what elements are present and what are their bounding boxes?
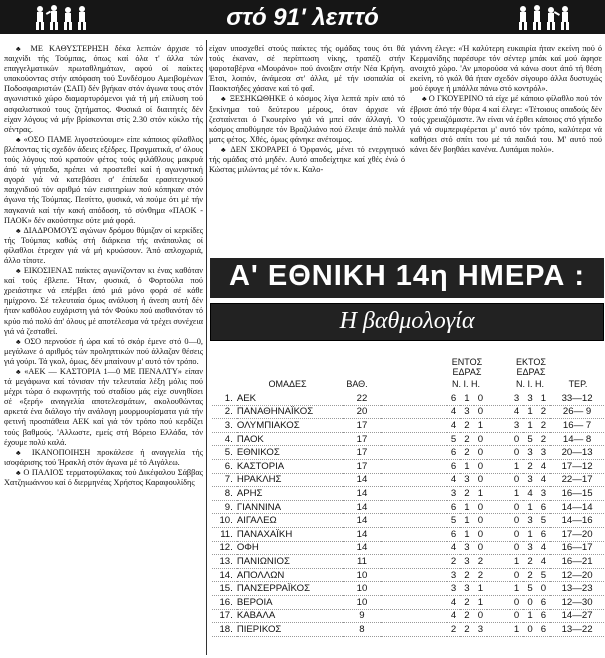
standings-title: Α' ΕΘΝΙΚΗ 14η ΗΜΕΡΑ : <box>228 260 586 292</box>
banner-title: στό 91' λεπτό <box>226 4 379 31</box>
points-cell: 11 <box>343 555 380 569</box>
away-wins-cell: 0 <box>510 595 523 609</box>
spacer <box>381 595 447 609</box>
away-header: ΕΚΤΟΣ ΕΔΡΑΣ <box>516 357 546 377</box>
goals-cell: 16—17 <box>550 541 604 555</box>
paragraph: ♣ «ΟΣΟ ΠΑΜΕ λιγοστεύουμε» είπε κάποιος φίλαθλος βλέποντας τίς σχεδόν άδειες εξέδρες. Πραγματικά, σ' όλους τούς λόγους πού κρατούν φέτος τούς φιλάθλους μακρυά άπό τά γήπεδα, πρέπει νά προστεθεί καί ή αγωνιστική αγορά γιά νά κατεβάσει σ' έπίπεδα ερασιτεχνικού παιχνιδιού τόν αριθμό τών εισιτηρίων πού κόπηκαν στόν άγωνα τής Τούμπας. Πεσίττο, φυσικά, νά πούμε ότι μέ τήν παγκανιά καί τήν κακή απόδοση, τό σύνθημα «ΠΑΟΚ - ΠΑΟΚ» δέν ακούστηκε ούτε μιά φορά. <box>4 134 204 225</box>
col-goals-header: ΤΕΡ. <box>568 379 588 389</box>
home-losses-cell: 0 <box>474 500 487 514</box>
home-wins-cell: 4 <box>447 473 460 487</box>
away-wins-cell: 1 <box>510 555 523 569</box>
spacer <box>381 541 447 555</box>
away-losses-cell: 2 <box>537 432 550 446</box>
position-cell: 11. <box>212 527 237 541</box>
goals-cell: 16—15 <box>550 487 604 501</box>
home-draws-cell: 3 <box>460 555 473 569</box>
bullet-icon: ♣ <box>16 135 24 144</box>
table-row <box>212 623 604 637</box>
spacer <box>381 555 447 569</box>
team-cell: ΠΑΟΚ <box>237 432 344 446</box>
home-wins-cell: 3 <box>447 487 460 501</box>
standings-subtitle: Η βαθμολογία <box>339 308 475 334</box>
paragraph: ♣ Ο ΠΑΛΙΟΣ τερματοφύλακας τού Δικέφαλου Σάββας Χατζηιωάννου καί ό διερμηνέας Χρήστος Καραφουλίδης <box>4 467 203 488</box>
position-cell: 14. <box>212 568 237 582</box>
away-losses-cell: 5 <box>537 568 550 582</box>
goals-cell: 12—20 <box>550 568 604 582</box>
home-losses-cell: 2 <box>474 568 487 582</box>
home-losses-cell: 0 <box>474 514 487 528</box>
paragraph: είχαν υποσχεθεί στούς παίκτες τής ομάδας τους ότι θά τούς έκαναν, σέ περίπτωση νίκης, τραπέζι στήν ψαροταβέρνα «Μουράνο» πού άνοιξαν στήν Νέα Κρήνη. Έτσι, λοιπόν, άνάμεσα στ' άλλα, μέ τήν ισοπαλία οί Παοκτσήδες χάσανε καί τό φαΐ. <box>209 44 405 94</box>
away-draws-cell: 3 <box>523 541 536 555</box>
table-row <box>212 609 604 623</box>
table-row <box>212 568 604 582</box>
home-wins-cell: 3 <box>447 582 460 596</box>
points-cell: 17 <box>343 432 380 446</box>
home-losses-cell: 0 <box>474 527 487 541</box>
points-cell: 14 <box>343 527 380 541</box>
away-draws-cell: 3 <box>523 446 536 460</box>
position-cell: 16. <box>212 595 237 609</box>
paragraph: ♣ ΟΣΟ περνούσε ή ώρα καί τό σκόρ έμενε στό 0—0, μεγάλωνε ό αριθμός τών προληπτικών πού άλλαζαν θέσεις γιά γούρι. Τά γκολ, όμως, δέν μπαίνουν μ' αυτό τόν τρόπο. <box>4 336 204 366</box>
home-draws-cell: 2 <box>460 487 473 501</box>
home-wins-cell: 4 <box>447 609 460 623</box>
away-losses-cell: 6 <box>537 500 550 514</box>
position-cell: 13. <box>212 555 237 569</box>
away-wins-cell: 0 <box>510 568 523 582</box>
team-cell: ΑΙΓΑΛΕΩ <box>237 514 344 528</box>
table-row <box>212 555 604 569</box>
away-draws-cell: 3 <box>523 392 536 405</box>
away-wins-cell: 1 <box>510 487 523 501</box>
table-row <box>212 541 604 555</box>
spacer <box>487 446 510 460</box>
spacer <box>381 392 447 405</box>
points-cell: 17 <box>343 446 380 460</box>
article-column-1 <box>4 44 203 488</box>
home-draws-cell: 1 <box>460 500 473 514</box>
points-cell: 10 <box>343 595 380 609</box>
paragraph: ♣ ΔΕΝ ΣΚΟΡΑΡΕΙ ό Όρφανός, μένει τό ενεργητικό τής ομάδας στό μηδέν. Αυτό αποδείχτηκε καί χθές ένώ ό Κώστας μιλώντας μέ τόν κ. Καλο- <box>209 144 405 175</box>
goals-cell: 16— 7 <box>550 419 604 433</box>
spacer <box>381 514 447 528</box>
spacer <box>381 432 447 446</box>
team-cell: ΓΙΑΝΝΙΝΑ <box>237 500 344 514</box>
home-losses-cell: 0 <box>474 405 487 419</box>
home-draws-cell: 2 <box>460 623 473 637</box>
goals-cell: 14—16 <box>550 514 604 528</box>
away-wins-cell: 0 <box>510 432 523 446</box>
points-cell: 14 <box>343 514 380 528</box>
spacer <box>381 419 447 433</box>
away-draws-cell: 5 <box>523 582 536 596</box>
home-draws-cell: 3 <box>460 405 473 419</box>
bullet-icon: ♣ <box>16 368 25 376</box>
spacer <box>381 582 447 596</box>
away-draws-cell: 5 <box>523 432 536 446</box>
away-draws-cell: 3 <box>523 514 536 528</box>
points-cell: 14 <box>343 500 380 514</box>
away-losses-cell: 1 <box>537 392 550 405</box>
points-cell: 10 <box>343 568 380 582</box>
bullet-icon: ♣ <box>16 45 31 53</box>
home-losses-cell: 3 <box>474 623 487 637</box>
away-draws-cell: 2 <box>523 568 536 582</box>
paragraph: ♣ Ο ΓΚΟΥΕΡΙΝΟ τά είχε μέ κάποιο φίλαθλο πού τόν έβρισε άπό τήν θύρα 4 καί έλεγε: «Τέτοιους οπαδούς δέν τούς χρειαζόμαστε. Άν είναι νά έρθει κάποιος στό γήπεδο γιά νά συμπεριφέρεται μ' αυτό τόν τρόπο, καλύτερα νά καθήσει στό σπίτι του μέ τά παιδιά του. Μ' αυτό πού κάνει δέν βοηθάει κανένα. Λυπάμαι πολύ». <box>410 94 603 154</box>
col-team-header: ΟΜΑΔΕΣ <box>268 379 307 389</box>
away-losses-cell: 4 <box>537 555 550 569</box>
home-losses-cell: 1 <box>474 582 487 596</box>
paragraph: ♣ ΕΙΚΟΣΙΕΝΑΣ παίκτες αγωνίζονταν κι ένας καθόταν καί τούς έβλεπε. Ήταν, φυσικά, ό Φορτούλα πού χρειάστηκε νά επέμβει άπό μιά μόνο φορά σέ κάθε ημίχρονο. Σέ τελευταία όμως ανάλυση ή άνεση αυτή δέν ήταν καθόλου ευχάριστη γιά τόν Φούκυ πού αισθανόταν τό κρύο πιό πολύ άπ' όλους μέ αποτέλεσμα νά τρέχει συνέχεια γιά νά ζεσταθεί. <box>4 266 203 336</box>
spacer <box>381 623 447 637</box>
points-cell: 22 <box>343 392 380 405</box>
spacer <box>381 568 447 582</box>
away-wins-cell: 0 <box>510 609 523 623</box>
goals-cell: 13—23 <box>550 582 604 596</box>
standings-table <box>212 392 604 637</box>
away-wins-cell: 0 <box>510 446 523 460</box>
team-cell: ΒΕΡΟΙΑ <box>237 595 344 609</box>
spacer <box>381 500 447 514</box>
position-cell: 3. <box>212 419 237 433</box>
points-cell: 14 <box>343 541 380 555</box>
table-row <box>212 459 604 473</box>
position-cell: 6. <box>212 459 237 473</box>
paragraph: γιάννη έλεγε: «Ή καλύτερη ευκαιρία ήταν εκείνη πού ό Κερμανίδης παρέσυρε τόν σέντερ μπάκ καί μού άφησε ανοιχτό χώρο. 'Αν μπορούσα νά κάνω σουτ άπό τή θέση εκείνη, τό γκόλ θά ήταν σχεδόν σίγουρο άλλα δυστυχώς μού έφυγε ή μπάλλα πάνω στό κοντρόλ». <box>410 44 602 94</box>
bullet-icon: ♣ <box>221 145 231 154</box>
paragraph: ♣ ΜΕ ΚΑΘΥΣΤΕΡΗΣΗ δέκα λεπτών άρχισε τό παιχνίδι τής Τούμπας, όπως καί όλα τ' άλλα τών επαγγελματικών πρωταθλημάτων, αφού οί παίκτες υπακούοντας στήν απόφαση τού Συνδέσμου Αμειβομένων Ποδοσφαιριστών (ΣΑΠ) δέν βγήκαν στόν άγωνα τους στόν αγωνιστικό χώρο διαμαρτυρόμενοι γιά τή μή επίλυση τού ασφαλιστικού τους ζητήματος. Φυσικά οί διαιτητές δέν είχαν λόγους νά μήν βρίσκονται στίς 2.30 στόν κύκλο τής σέντρας. <box>4 44 204 134</box>
away-wins-cell: 0 <box>510 541 523 555</box>
away-wins-cell: 1 <box>510 623 523 637</box>
team-cell: ΑΕΚ <box>237 392 344 405</box>
team-cell: ΟΦΗ <box>237 541 344 555</box>
home-losses-cell: 0 <box>474 392 487 405</box>
bullet-icon: ♣ <box>16 448 32 457</box>
col-points-header: ΒΑΘ. <box>346 379 368 389</box>
position-cell: 8. <box>212 487 237 501</box>
away-wins-cell: 1 <box>510 582 523 596</box>
goals-cell: 33—12 <box>550 392 604 405</box>
spacer <box>487 623 510 637</box>
team-cell: ΑΠΟΛΛΩΝ <box>237 568 344 582</box>
standings-subheader <box>210 303 604 341</box>
away-losses-cell: 4 <box>537 541 550 555</box>
goals-cell: 26— 9 <box>550 405 604 419</box>
home-draws-cell: 3 <box>460 582 473 596</box>
spacer <box>381 405 447 419</box>
bullet-icon: ♣ <box>422 95 429 104</box>
home-losses-cell: 0 <box>474 446 487 460</box>
points-cell: 14 <box>343 473 380 487</box>
team-cell: ΠΑΝΣΕΡΡΑΪΚΟΣ <box>237 582 344 596</box>
position-cell: 1. <box>212 392 237 405</box>
away-draws-cell: 1 <box>523 419 536 433</box>
home-losses-cell: 1 <box>474 487 487 501</box>
away-draws-cell: 1 <box>523 609 536 623</box>
points-cell: 17 <box>343 459 380 473</box>
away-losses-cell: 4 <box>537 459 550 473</box>
goals-cell: 17—12 <box>550 459 604 473</box>
goals-cell: 20—13 <box>550 446 604 460</box>
away-draws-cell: 2 <box>523 459 536 473</box>
table-row <box>212 595 604 609</box>
away-wins-cell: 0 <box>510 527 523 541</box>
spacer <box>381 473 447 487</box>
goals-cell: 13—22 <box>550 623 604 637</box>
away-wins-cell: 3 <box>510 392 523 405</box>
table-row <box>212 527 604 541</box>
points-cell: 14 <box>343 487 380 501</box>
home-draws-cell: 2 <box>460 595 473 609</box>
article-column-3 <box>410 44 602 155</box>
bullet-icon: ♣ <box>16 226 24 235</box>
article-column-2 <box>209 44 405 175</box>
home-draws-cell: 2 <box>460 609 473 623</box>
home-losses-cell: 0 <box>474 541 487 555</box>
spacer <box>487 609 510 623</box>
spacer <box>487 595 510 609</box>
away-losses-cell: 2 <box>537 419 550 433</box>
away-wins-cell: 0 <box>510 473 523 487</box>
home-wins-cell: 4 <box>447 595 460 609</box>
table-row <box>212 419 604 433</box>
table-row <box>212 514 604 528</box>
team-cell: ΑΡΗΣ <box>237 487 344 501</box>
home-wins-cell: 6 <box>447 500 460 514</box>
position-cell: 7. <box>212 473 237 487</box>
table-row <box>212 405 604 419</box>
paragraph: ♣ «ΑΕΚ — ΚΑΣΤΟΡΙΑ 1—0 ΜΕ ΠΕΝΑΛΤΥ» είπαν τά μεγάφωνα καί τόνισαν τήν τελευταία λέξη μόλις πού μέχρι τώρα ό εκφωνητής τού σταδίου μάς είχε συνηθίσει σέ «ξερή» αναγγελία αποτελεσμάτων, ακολουθώντας αρκετά ένα διάλογο τήν ανάλογη μουρμουρίσματα γιά τήν φετινή προσπάθεια ΑΕΚ καί γιά τόν τρόπο πού κερδίζει τούς βαθμούς. 'Αλλωστε, εμείς στή Βόρειο Ελλάδα, τόν έχουμε πολύ καλά. <box>4 367 203 447</box>
home-draws-cell: 3 <box>460 473 473 487</box>
home-wins-cell: 6 <box>447 392 460 405</box>
home-losses-cell: 1 <box>474 595 487 609</box>
position-cell: 18. <box>212 623 237 637</box>
away-wins-cell: 3 <box>510 419 523 433</box>
home-draws-cell: 1 <box>460 392 473 405</box>
table-row <box>212 500 604 514</box>
table-row <box>212 446 604 460</box>
spacer <box>381 527 447 541</box>
spacer <box>487 568 510 582</box>
spacer <box>381 459 447 473</box>
away-losses-cell: 6 <box>537 595 550 609</box>
away-wins-cell: 1 <box>510 459 523 473</box>
team-cell: ΕΘΝΙΚΟΣ <box>237 446 344 460</box>
away-losses-cell: 3 <box>537 446 550 460</box>
team-cell: ΟΛΥΜΠΙΑΚΟΣ <box>237 419 344 433</box>
team-cell: ΠΑΝΙΩΝΙΟΣ <box>237 555 344 569</box>
away-draws-cell: 1 <box>523 405 536 419</box>
position-cell: 2. <box>212 405 237 419</box>
home-draws-cell: 1 <box>460 527 473 541</box>
spacer <box>487 527 510 541</box>
points-cell: 17 <box>343 419 380 433</box>
spacer <box>487 500 510 514</box>
paragraph: ♣ ΔΙΑΔΡΟΜΟΥΣ αγώνων δρόμου θύμιζαν οί κερκίδες τής Τούμπας καθώς στή διάρκεια τής ανάπαυλας οί φίλαθλοι έτρεχαν γιά νά μή κρυώσουν. Άπό απλοχωριά, άλλο τίποτε. <box>4 225 204 265</box>
home-wins-cell: 6 <box>447 527 460 541</box>
position-cell: 15. <box>212 582 237 596</box>
away-losses-cell: 3 <box>537 487 550 501</box>
position-cell: 5. <box>212 446 237 460</box>
points-cell: 20 <box>343 405 380 419</box>
spacer <box>487 419 510 433</box>
spacer <box>487 459 510 473</box>
away-losses-cell: 4 <box>537 473 550 487</box>
position-cell: 12. <box>212 541 237 555</box>
away-wins-cell: 0 <box>510 514 523 528</box>
home-wins-cell: 3 <box>447 568 460 582</box>
table-row <box>212 582 604 596</box>
away-draws-cell: 0 <box>523 623 536 637</box>
goals-cell: 14—14 <box>550 500 604 514</box>
home-draws-cell: 2 <box>460 419 473 433</box>
home-losses-cell: 2 <box>474 555 487 569</box>
home-draws-cell: 2 <box>460 568 473 582</box>
home-wins-cell: 6 <box>447 459 460 473</box>
home-losses-cell: 1 <box>474 419 487 433</box>
away-draws-cell: 0 <box>523 595 536 609</box>
away-losses-cell: 6 <box>537 623 550 637</box>
away-draws-cell: 4 <box>523 487 536 501</box>
home-losses-cell: 0 <box>474 473 487 487</box>
spacer <box>487 473 510 487</box>
col-away-wdl-header: Ν. Ι. Η. <box>515 379 544 389</box>
away-wins-cell: 0 <box>510 500 523 514</box>
team-cell: ΚΑΒΑΛΑ <box>237 609 344 623</box>
silhouette-figures-right-icon <box>515 3 573 31</box>
goals-cell: 17—20 <box>550 527 604 541</box>
home-draws-cell: 1 <box>460 459 473 473</box>
bullet-icon: ♣ <box>16 468 24 477</box>
home-wins-cell: 4 <box>447 405 460 419</box>
spacer <box>487 432 510 446</box>
spacer <box>487 487 510 501</box>
spacer <box>381 609 447 623</box>
spacer <box>487 514 510 528</box>
paragraph: ♣ ΙΚΑΝΟΠΟΙΗΣΗ προκάλεσε ή αναγγελία τής ισοφάρισης τού Ήρακλή στόν άγωνα μέ τό Αιγάλεω. <box>4 447 203 467</box>
away-losses-cell: 2 <box>537 405 550 419</box>
points-cell: 9 <box>343 609 380 623</box>
column-banner <box>0 0 605 34</box>
spacer <box>487 582 510 596</box>
team-cell: ΠΙΕΡΙΚΟΣ <box>237 623 344 637</box>
table-row <box>212 473 604 487</box>
spacer <box>487 405 510 419</box>
goals-cell: 16—21 <box>550 555 604 569</box>
away-draws-cell: 3 <box>523 473 536 487</box>
table-row <box>212 487 604 501</box>
standings-header <box>210 258 604 298</box>
home-losses-cell: 0 <box>474 609 487 623</box>
spacer <box>381 446 447 460</box>
table-row <box>212 432 604 446</box>
away-wins-cell: 4 <box>510 405 523 419</box>
home-wins-cell: 2 <box>447 555 460 569</box>
away-losses-cell: 6 <box>537 527 550 541</box>
home-losses-cell: 0 <box>474 432 487 446</box>
goals-cell: 12—30 <box>550 595 604 609</box>
home-header: ΕΝΤΟΣ ΕΔΡΑΣ <box>451 357 483 377</box>
spacer <box>487 541 510 555</box>
away-draws-cell: 1 <box>523 500 536 514</box>
away-draws-cell: 1 <box>523 527 536 541</box>
goals-cell: 14—27 <box>550 609 604 623</box>
position-cell: 17. <box>212 609 237 623</box>
team-cell: ΗΡΑΚΛΗΣ <box>237 473 344 487</box>
spacer <box>487 555 510 569</box>
home-losses-cell: 0 <box>474 459 487 473</box>
home-draws-cell: 3 <box>460 541 473 555</box>
home-draws-cell: 2 <box>460 446 473 460</box>
away-losses-cell: 0 <box>537 582 550 596</box>
away-losses-cell: 6 <box>537 609 550 623</box>
spacer <box>381 487 447 501</box>
points-cell: 10 <box>343 582 380 596</box>
col-home-wdl-header: Ν. Ι. Η. <box>451 379 480 389</box>
home-wins-cell: 5 <box>447 514 460 528</box>
bullet-icon: ♣ <box>221 95 230 104</box>
team-cell: ΠΑΝΑΘΗΝΑΪΚΟΣ <box>237 405 344 419</box>
home-wins-cell: 2 <box>447 623 460 637</box>
column-divider <box>206 40 207 655</box>
goals-cell: 22—17 <box>550 473 604 487</box>
paragraph: ♣ ΞΕΣΗΚΩΘΗΚΕ ό κόσμος λίγα λεπτά πρίν από τό ξεκίνημα τού δεύτερου μέρους, όταν άρχισε νά ζεσταίνεται ό Γκουερίνο γιά νά μπεί σάν άλλαγή. 'Ο κόσμος αποθύμησε τόν Βραζιλιάνο πού έλειψε άπό πολλά ματς φέτος. Χθές, όμως φάνηκε ανέτοιμος. <box>209 94 405 144</box>
home-draws-cell: 1 <box>460 514 473 528</box>
table-row <box>212 392 604 405</box>
position-cell: 4. <box>212 432 237 446</box>
spacer <box>487 392 510 405</box>
team-cell: ΚΑΣΤΟΡΙΑ <box>237 459 344 473</box>
points-cell: 8 <box>343 623 380 637</box>
goals-cell: 14— 8 <box>550 432 604 446</box>
away-draws-cell: 2 <box>523 555 536 569</box>
position-cell: 10. <box>212 514 237 528</box>
position-cell: 9. <box>212 500 237 514</box>
team-cell: ΠΑΝΑΧΑΪΚΗ <box>237 527 344 541</box>
home-wins-cell: 5 <box>447 432 460 446</box>
home-draws-cell: 2 <box>460 432 473 446</box>
home-wins-cell: 6 <box>447 446 460 460</box>
bullet-icon: ♣ <box>16 267 24 276</box>
away-losses-cell: 5 <box>537 514 550 528</box>
home-wins-cell: 4 <box>447 541 460 555</box>
home-wins-cell: 4 <box>447 419 460 433</box>
bullet-icon: ♣ <box>16 337 25 346</box>
